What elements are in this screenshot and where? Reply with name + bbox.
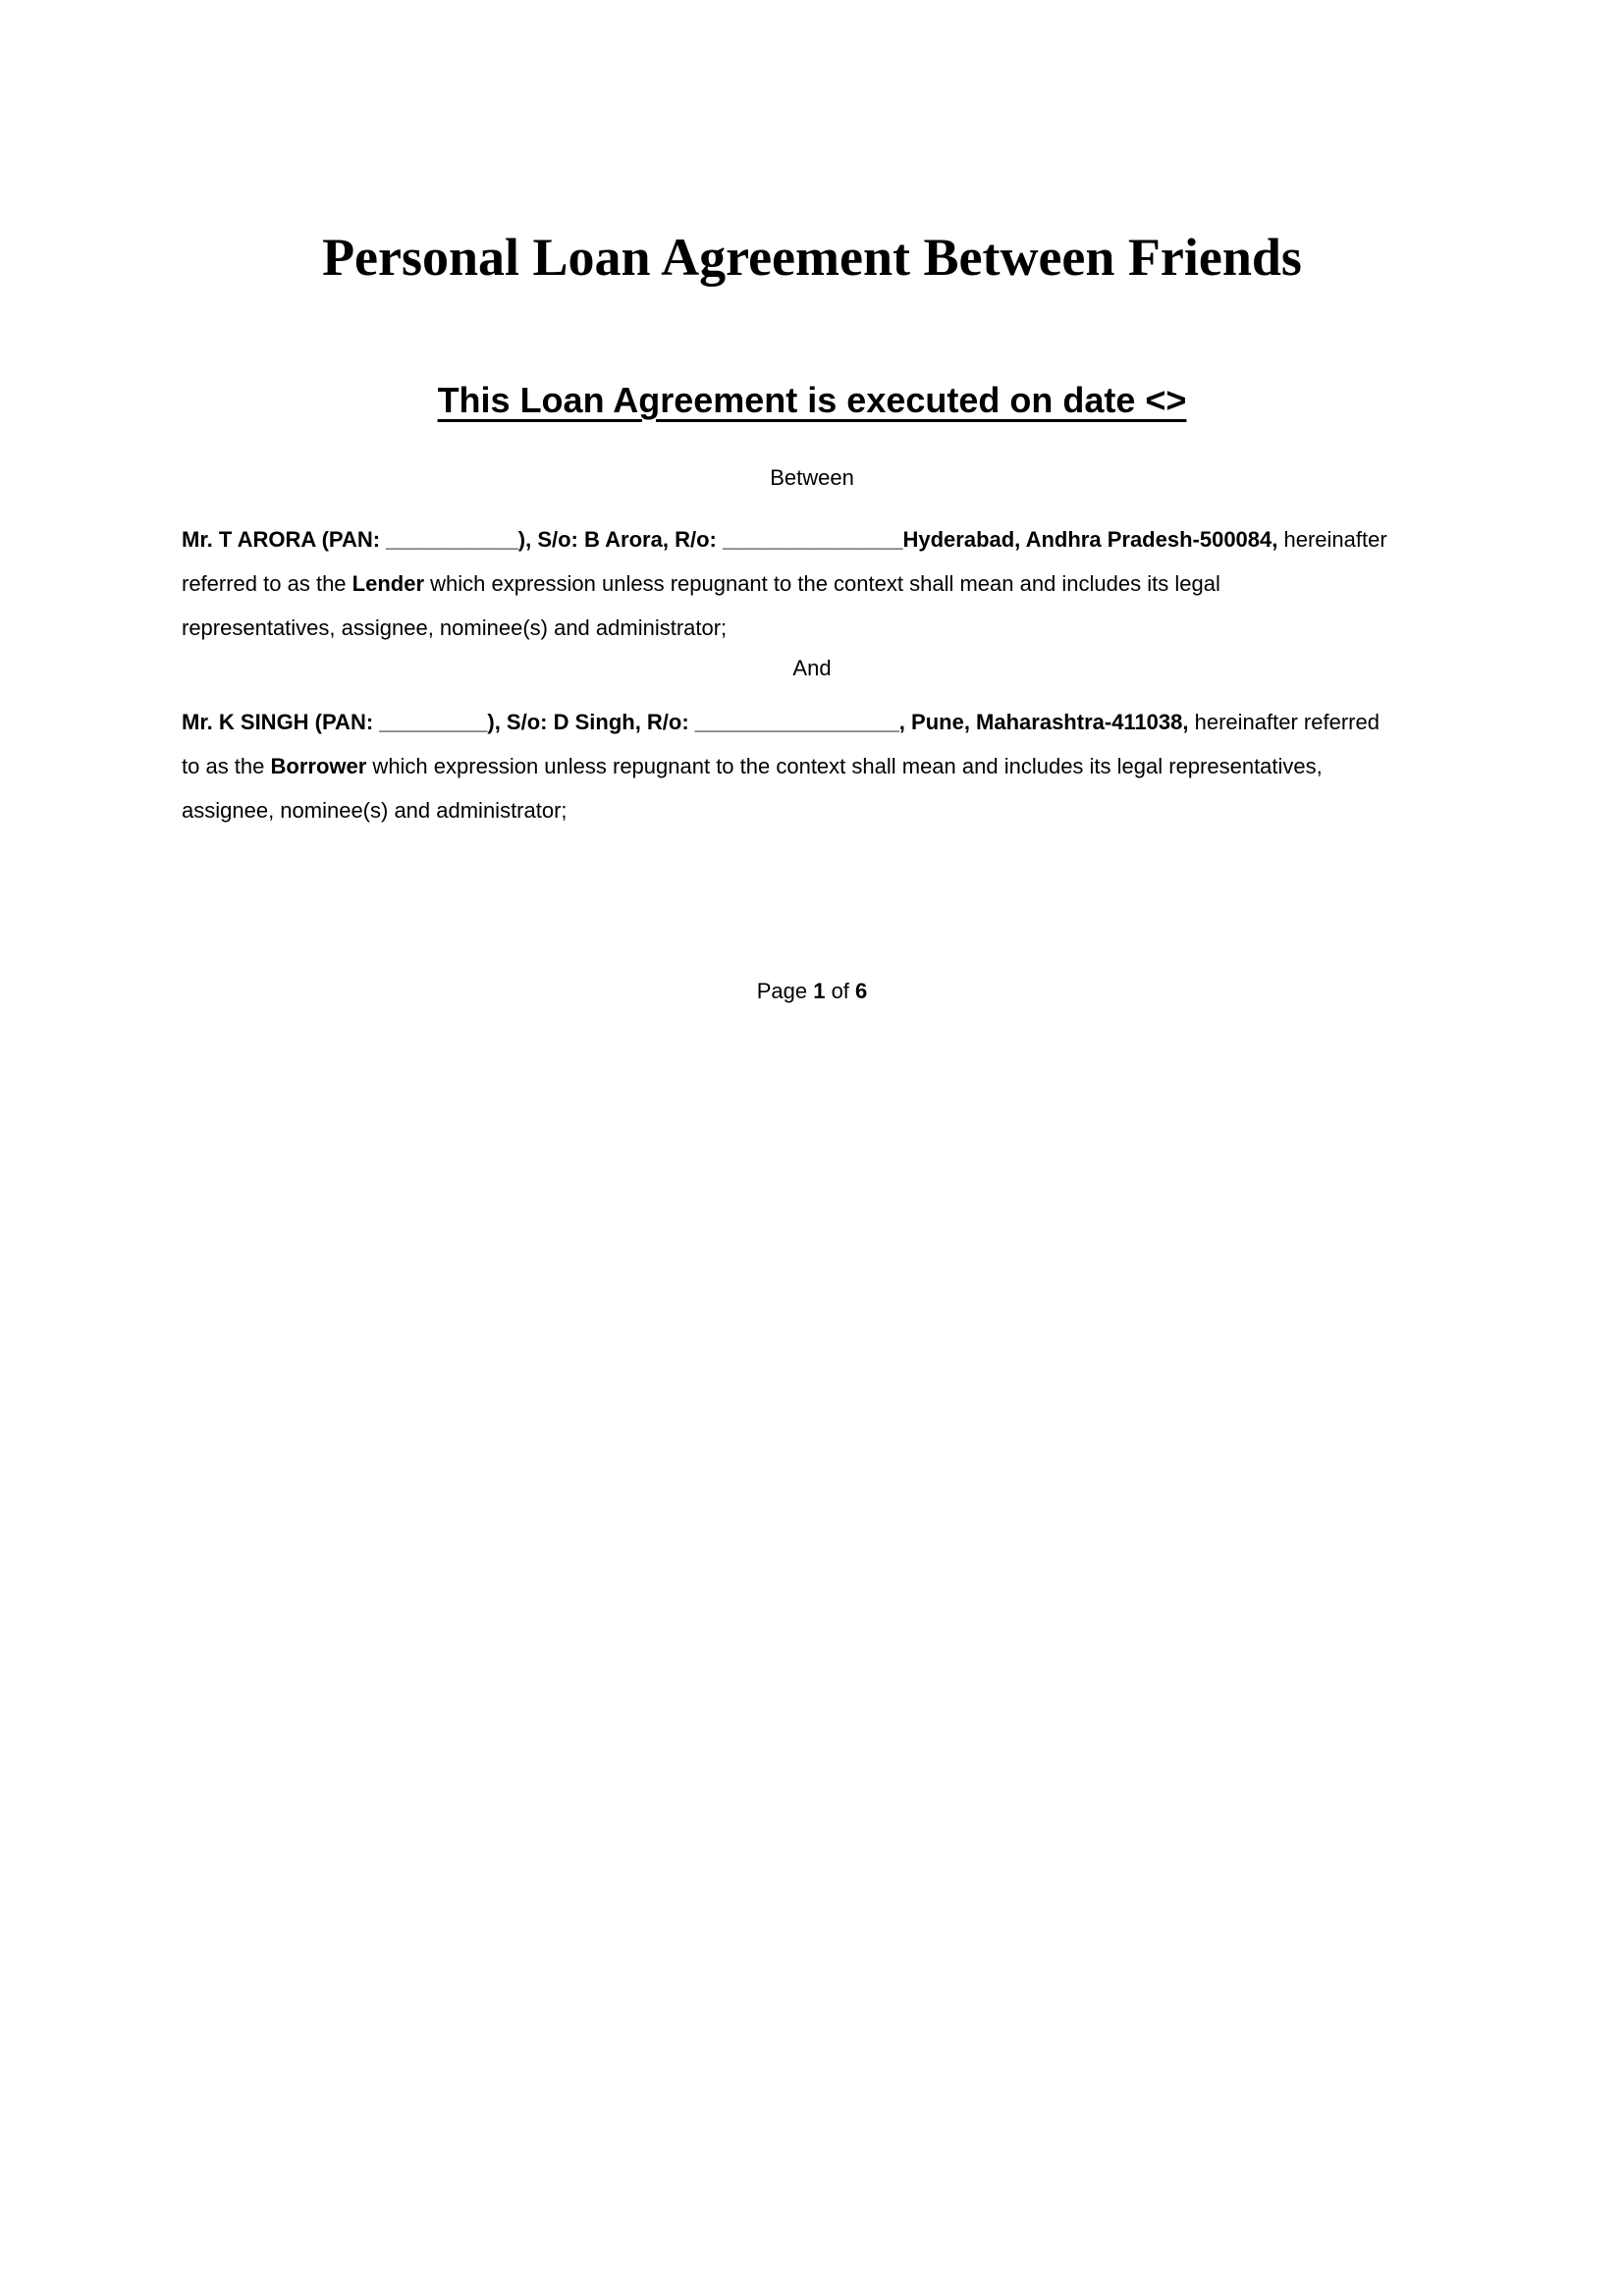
paragraph-line bbox=[182, 744, 1467, 788]
text-segment: Page bbox=[756, 979, 814, 1003]
paragraph-line bbox=[182, 517, 1467, 561]
between-label: Between bbox=[770, 465, 854, 490]
text-segment: to as the bbox=[182, 754, 271, 778]
text-segment: hereinafter referred bbox=[1188, 710, 1380, 734]
text-segment: representatives, assignee, nominee(s) and administrator; bbox=[182, 615, 728, 640]
text-segment: hereinafter bbox=[1277, 527, 1387, 552]
text-segment: referred to as the bbox=[182, 571, 352, 596]
and-label: And bbox=[792, 656, 832, 680]
paragraph-line bbox=[182, 606, 1467, 650]
paragraph-line bbox=[182, 788, 1467, 832]
page-number-footer bbox=[182, 978, 1442, 1005]
bold-text-segment: Lender bbox=[352, 571, 425, 596]
text-segment: assignee, nominee(s) and administrator; bbox=[182, 798, 568, 823]
bold-text-segment: Borrower bbox=[270, 754, 367, 778]
lender-party-paragraph bbox=[182, 517, 1467, 650]
document-title: Personal Loan Agreement Between Friends bbox=[322, 228, 1302, 287]
text-segment: which expression unless repugnant to the context shall mean and includes its legal representatives, bbox=[366, 754, 1323, 778]
paragraph-line bbox=[182, 700, 1467, 744]
borrower-party-paragraph bbox=[182, 700, 1467, 832]
bold-text-segment: 6 bbox=[855, 979, 868, 1003]
execution-date-heading: This Loan Agreement is executed on date <> bbox=[437, 380, 1187, 420]
text-segment: of bbox=[825, 979, 856, 1003]
bold-text-segment: Mr. T ARORA (PAN: ___________), S/o: B Arora, R/o: _______________Hyderabad, Andhra Pradesh-500084, bbox=[182, 527, 1278, 552]
paragraph-line bbox=[182, 561, 1467, 606]
bold-text-segment: 1 bbox=[813, 979, 826, 1003]
text-segment: which expression unless repugnant to the context shall mean and includes its legal bbox=[424, 571, 1220, 596]
bold-text-segment: Mr. K SINGH (PAN: _________), S/o: D Singh, R/o: _________________, Pune, Maharashtra-411038, bbox=[182, 710, 1189, 734]
